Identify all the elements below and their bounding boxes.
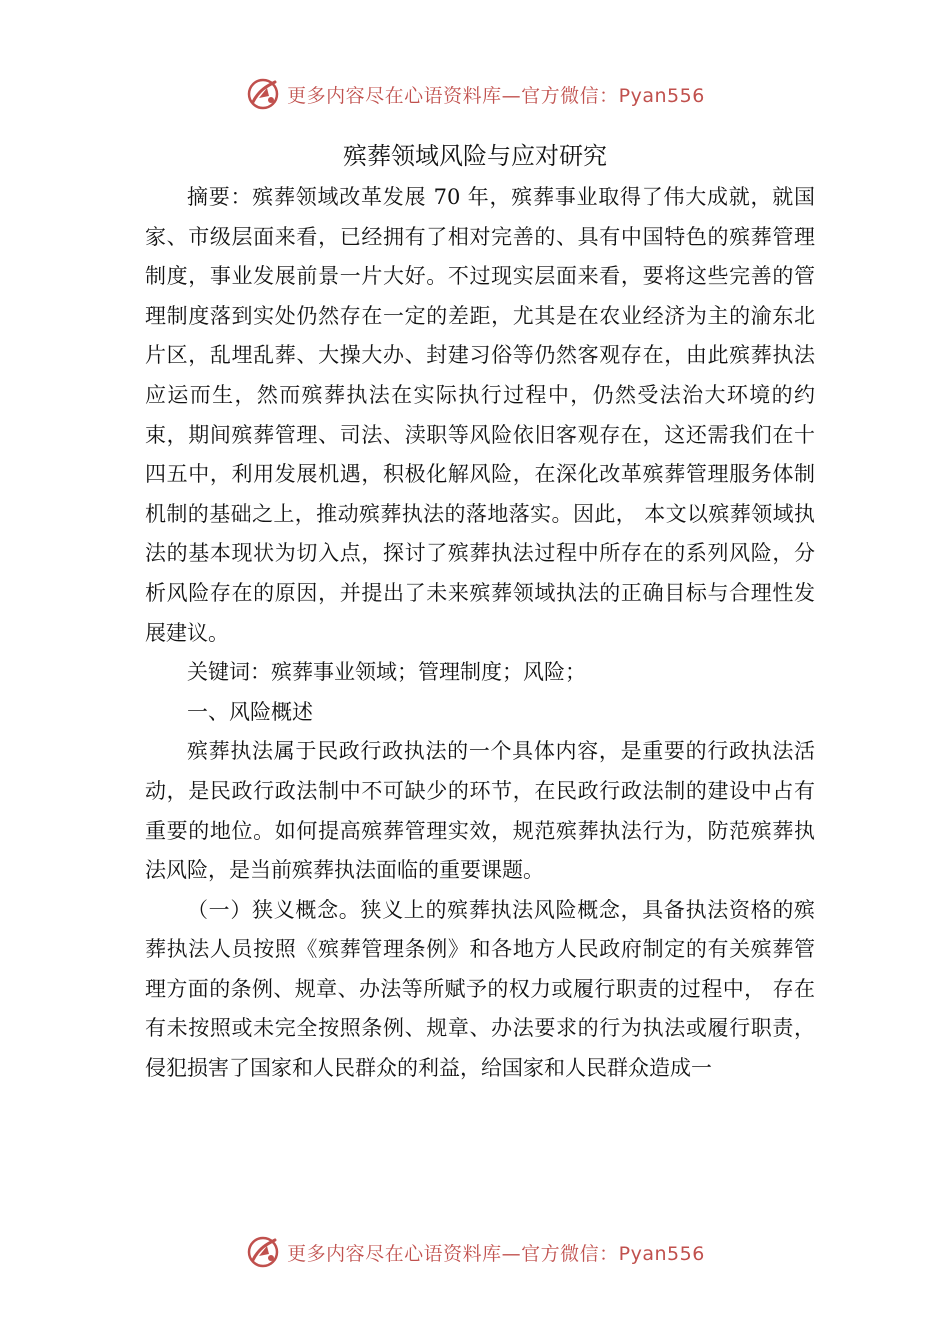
- logo-icon: [245, 1234, 281, 1270]
- section-heading: 一、风险概述: [187, 699, 313, 724]
- keywords-paragraph: 关键词：殡葬事业领域；管理制度；风险；: [187, 660, 586, 685]
- header-banner: [0, 74, 950, 114]
- body-paragraph: 殡葬执法属于民政行政执法的一个具体内容，是重要的行政执法活动，是民政行政法制中不可缺少的环节，在民政行政法制的建设中占有重要的地位。如何提高殡葬管理实效，规范殡葬执法行为，防范殡葬执法风险，是当前殡葬执法面临的重要课题。: [145, 739, 815, 883]
- logo-icon: [245, 76, 281, 112]
- footer-banner: [0, 1232, 950, 1272]
- header-banner-text: 更多内容尽在心语资料库—官方微信：Pyan556: [287, 84, 705, 107]
- document-title: 殡葬领域风险与应对研究: [343, 142, 607, 170]
- document-body: [145, 178, 815, 1089]
- abstract-paragraph: 摘要：殡葬领域改革发展 70 年，殡葬事业取得了伟大成就，就国家、市级层面来看，已经拥有了相对完善的、具有中国特色的殡葬管理制度，事业发展前景一片大好。不过现实层面来看，要将这些完善的管理制度落到实处仍然存在一定的差距，尤其是在农业经济为主的渝东北片区，乱埋乱葬、大操大办、封建习俗等仍然客观存在，由此殡葬执法应运而生，然而殡葬执法在实际执行过程中，仍然受法治大环境的约束，期间殡葬管理、司法、渎职等风险依旧客观存在，这还需我们在十四五中，利用发展机遇，积极化解风险，在深化改革殡葬管理服务体制机制的基础之上，推动殡葬执法的落地落实。因此， 本文以殡葬领域执法的基本现状为切入点，探讨了殡葬执法过程中所存在的系列风险，分析风险存在的原因，并提出了未来殡葬领域执法的正确目标与合理性发展建议。: [145, 185, 815, 645]
- body-paragraph: （一）狭义概念。狭义上的殡葬执法风险概念，具备执法资格的殡葬执法人员按照《殡葬管理条例》和各地方人民政府制定的有关殡葬管理方面的条例、规章、办法等所赋予的权力或履行职责的过程中， 存在有未按照或未完全按照条例、规章、办法要求的行为执法或履行职责，侵犯损害了国家和人民群众的利益，给国家和人民群众造成一: [145, 897, 815, 1081]
- footer-banner-text: 更多内容尽在心语资料库—官方微信：Pyan556: [287, 1242, 705, 1265]
